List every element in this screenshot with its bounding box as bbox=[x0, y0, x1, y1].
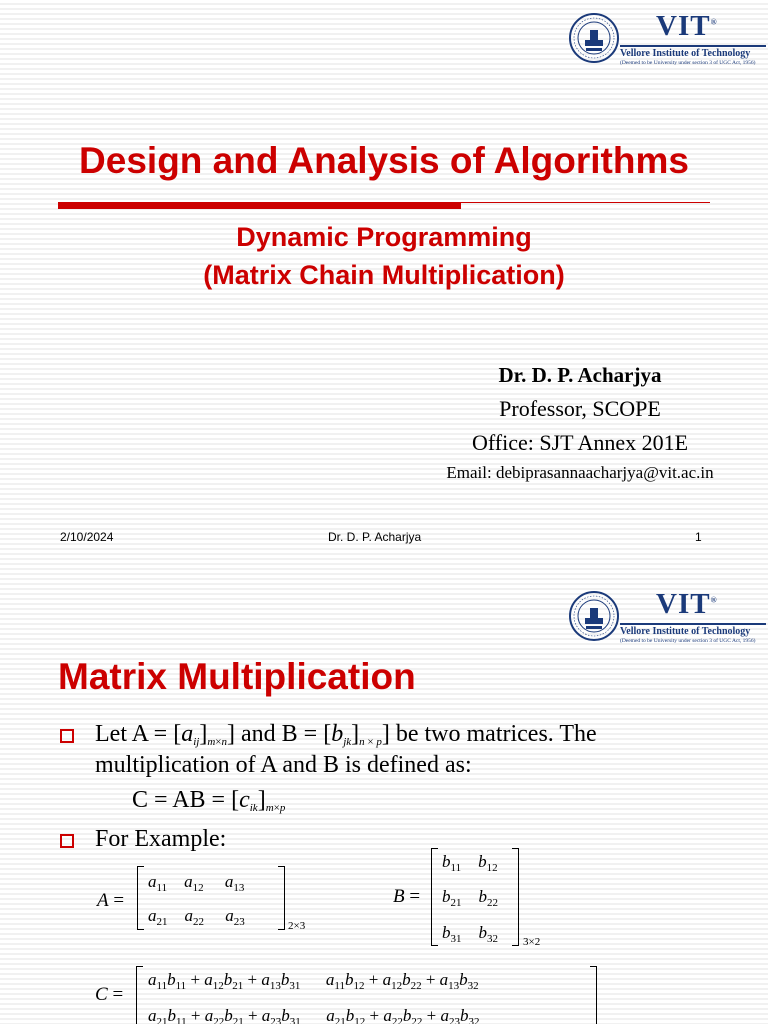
logo-divider bbox=[620, 45, 766, 47]
matrix-a-dimension: 2×3 bbox=[288, 920, 306, 932]
matrix-b-dimension: 3×2 bbox=[523, 936, 541, 948]
bullet-1-line-1: Let $A = [a_{ij}]_{m\times n}$] and $B = [b_{jk}]_{n \times p}$] be two matrices. The bbox=[95, 721, 597, 748]
bullet-square-icon bbox=[60, 834, 74, 848]
title-rule-thin bbox=[461, 202, 710, 203]
slide-title: Design and Analysis of Algorithms bbox=[79, 140, 689, 181]
matrix-b-label: B = bbox=[393, 886, 421, 907]
vit-logo bbox=[568, 588, 766, 646]
logo-full-name: Vellore Institute of Technology bbox=[620, 48, 751, 59]
vit-logo bbox=[568, 10, 766, 68]
matrix-c-row-1: $a_{11}b_{11} + a_{12}b_{21} + a_{13}b_{31}$ $a_{11}b_{12} + a_{12}b_{22} + a_{13}b_{32}$ bbox=[148, 970, 479, 992]
subtitle-line-1: Dynamic Programming bbox=[236, 222, 532, 252]
matrix-a-left-bracket bbox=[137, 866, 144, 930]
bullet-square-icon bbox=[60, 729, 74, 743]
matrix-a-label: A = bbox=[97, 890, 125, 911]
slide-title: Matrix Multiplication bbox=[58, 656, 416, 697]
logo-note: (Deemed to be University under section 3 of UGC Act, 1956) bbox=[620, 638, 756, 644]
title-rule-thick bbox=[58, 202, 461, 209]
author-position: Professor, SCOPE bbox=[499, 396, 661, 421]
bullet-1-line-2: multiplication of A and B is defined as: bbox=[95, 752, 472, 778]
matrix-a-right-bracket bbox=[278, 866, 285, 930]
logo-note: (Deemed to be University under section 3 of UGC Act, 1956) bbox=[620, 60, 756, 66]
logo-full-name: Vellore Institute of Technology bbox=[620, 626, 751, 637]
subtitle-line-2: (Matrix Chain Multiplication) bbox=[203, 260, 565, 290]
footer-page-number: 1 bbox=[695, 530, 702, 544]
matrix-c-left-bracket bbox=[136, 966, 143, 1024]
matrix-a-row-1: $a_{11}$ $a_{12}$ $a_{13}$ bbox=[148, 872, 245, 894]
matrix-b-row-3: $b_{31}$ $b_{32}$ bbox=[442, 923, 498, 945]
author-office: Office: SJT Annex 201E bbox=[471, 430, 689, 455]
matrix-multiplication-slide bbox=[0, 576, 768, 1024]
logo-wordmark: VIT® bbox=[656, 588, 718, 620]
matrix-a-row-2: $a_{21}$ $a_{22}$ $a_{23}$ bbox=[148, 906, 245, 928]
university-seal-icon bbox=[568, 10, 620, 68]
matrix-c-row-2: $a_{21}b_{11} + a_{22}b_{21} + a_{23}b_{31}$ $a_{21}b_{12} + a_{22}b_{22} + a_{23}b_{32}$ bbox=[148, 1006, 480, 1024]
footer-author: Dr. D. P. Acharjya bbox=[328, 530, 422, 544]
matrix-c-label: C = bbox=[95, 984, 124, 1005]
author-name: Dr. D. P. Acharjya bbox=[498, 363, 662, 387]
matrix-b-right-bracket bbox=[512, 848, 519, 946]
logo-divider bbox=[620, 623, 766, 625]
author-email: Email: debiprasannaacharjya@vit.ac.in bbox=[446, 463, 714, 482]
logo-wordmark: VIT® bbox=[656, 10, 718, 42]
matrix-b-left-bracket bbox=[431, 848, 438, 946]
footer-date: 2/10/2024 bbox=[60, 530, 114, 544]
university-seal-icon bbox=[568, 588, 620, 646]
matrix-b-row-1: $b_{11}$ $b_{12}$ bbox=[442, 852, 498, 874]
bullet-2-text: For Example: bbox=[95, 826, 227, 852]
matrix-b-row-2: $b_{21}$ $b_{22}$ bbox=[442, 887, 498, 909]
matrix-c-right-bracket bbox=[590, 966, 597, 1024]
product-definition: C = AB = $[c_{ik}]_{m\times p}$ bbox=[132, 787, 286, 814]
